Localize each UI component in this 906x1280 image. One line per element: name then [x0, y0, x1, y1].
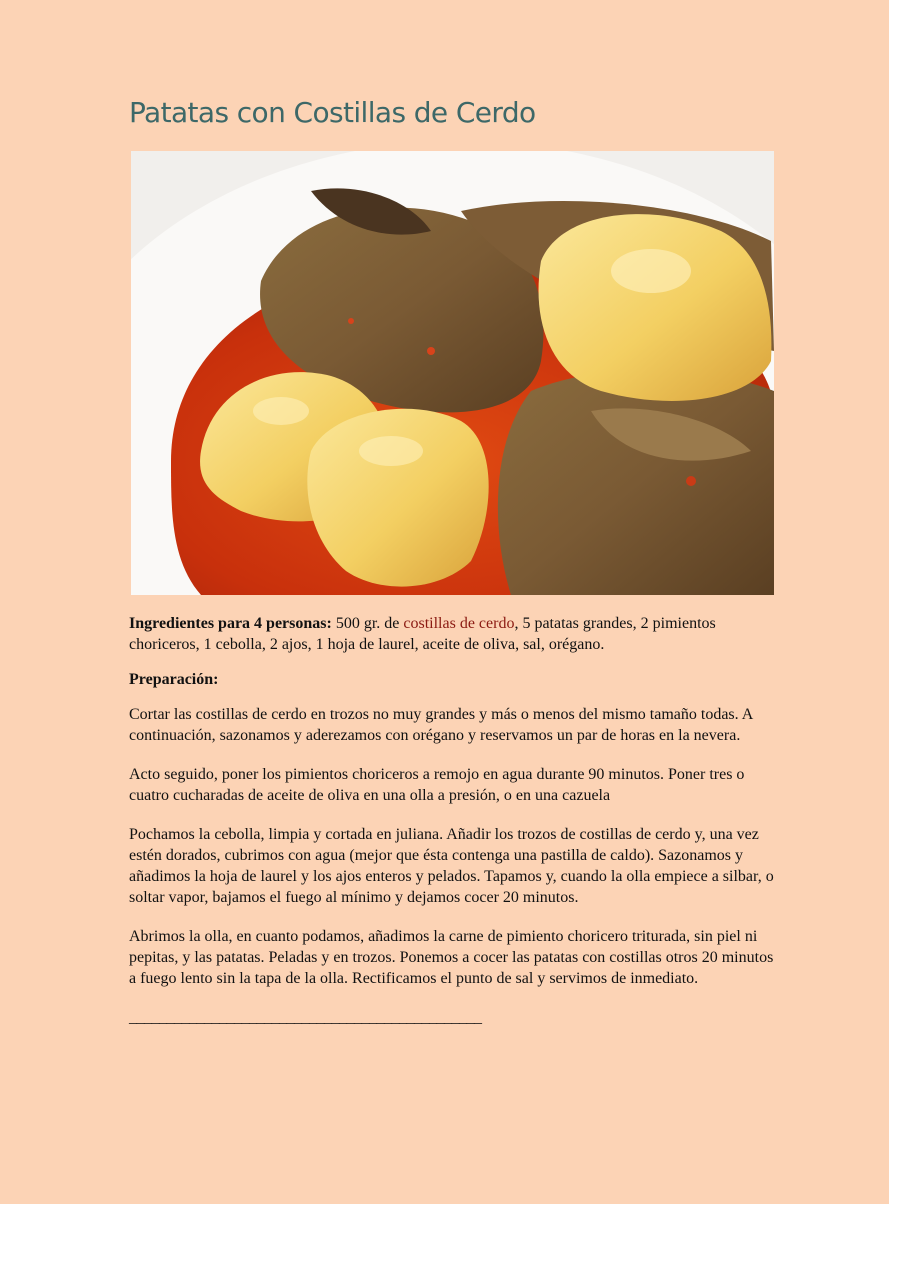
- step-paragraph: Pochamos la cebolla, limpia y cortada en juliana. Añadir los trozos de costillas de cerdo y, una vez estén dorados, cubrimos con agua (mejor que ésta contenga una pastilla de caldo). Sazonamos y añadimos la hoja de laurel y los ajos enteros y pelados. Tapamos y, cuando la olla empiece a silbar, o soltar vapor, bajamos el fuego al mínimo y dejamos cocer 20 minutos.: [129, 826, 774, 906]
- recipe-body: [129, 613, 779, 1028]
- ingredients-text-end: , 5 patatas grandes, 2 pimientos choriceros, 1 cebolla, 2 ajos, 1 hoja de laurel, aceite de oliva, sal, orégano.: [129, 615, 716, 653]
- recipe-photo: [131, 151, 774, 595]
- preparation-heading: [129, 669, 779, 690]
- step-paragraph: Cortar las costillas de cerdo en trozos no muy grandes y más o menos del mismo tamaño todas. A continuación, sazonamos y aderezamos con orégano y reservamos un par de horas en la nevera.: [129, 706, 753, 744]
- ingredients-text-start: 500 gr. de: [331, 615, 404, 632]
- costillas-link[interactable]: costillas de cerdo: [403, 615, 515, 632]
- step-paragraph: Acto seguido, poner los pimientos choriceros a remojo en agua durante 90 minutos. Poner tres o cuatro cucharadas de aceite de oliva en una olla a presión, o en una cazuela: [129, 766, 745, 804]
- ingredients-paragraph: [129, 613, 779, 655]
- ingredients-label: Ingredientes para 4 personas:: [129, 615, 332, 632]
- preparation-heading-text: Preparación:: [129, 671, 219, 688]
- separator-line: _______________________________________________: [129, 1009, 482, 1026]
- recipe-title: Patatas con Costillas de Cerdo: [129, 96, 536, 129]
- step-paragraph: Abrimos la olla, en cuanto podamos, añadimos la carne de pimiento choricero triturada, sin piel ni pepitas, y las patatas. Peladas y en trozos. Ponemos a cocer las patatas con costillas otros 20 minutos a fuego lento sin la tapa de la olla. Rectificamos el punto de sal y servimos de inmediato.: [129, 928, 774, 987]
